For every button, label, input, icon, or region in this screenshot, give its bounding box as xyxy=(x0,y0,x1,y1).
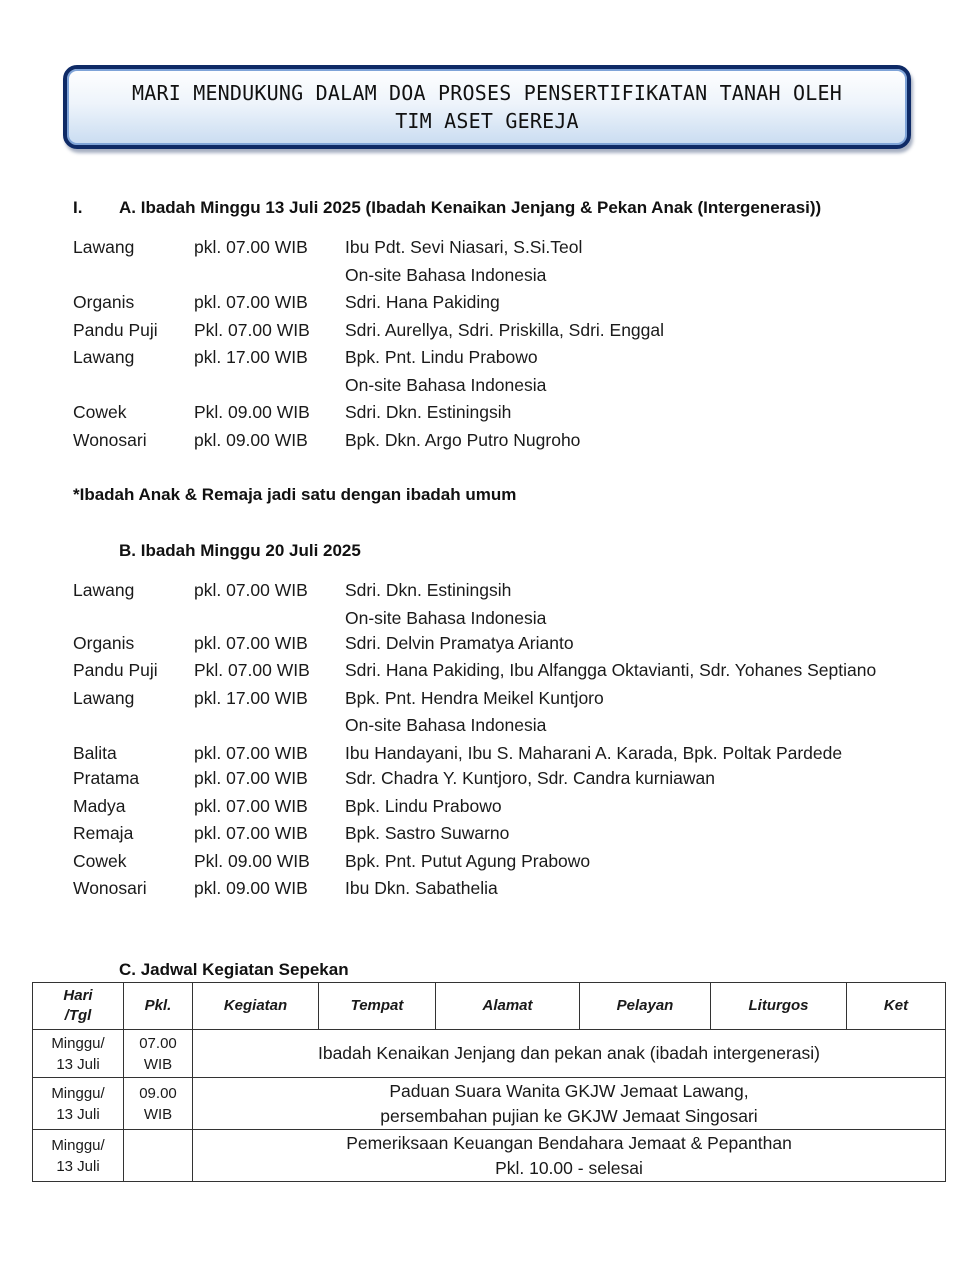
header-tempat: Tempat xyxy=(319,983,436,1030)
section-b-title: B. Ibadah Minggu 20 Juli 2025 xyxy=(119,541,361,560)
activity-line-2: persembahan pujian ke GKJW Jemaat Singosari xyxy=(380,1105,758,1126)
cell-pkl xyxy=(124,1030,193,1078)
schedule-officiants: Bpk. Dkn. Argo Putro Nugroho xyxy=(345,430,581,450)
cell-pkl-time: 09.00 xyxy=(139,1084,177,1102)
schedule-time: pkl. 17.00 WIB xyxy=(194,347,308,367)
schedule-time: pkl. 17.00 WIB xyxy=(194,688,308,708)
header-pkl: Pkl. xyxy=(124,983,193,1030)
schedule-officiants: Sdri. Aurellya, Sdri. Priskilla, Sdri. Enggal xyxy=(345,320,665,340)
schedule-officiants: Sdri. Dkn. Estiningsih xyxy=(345,580,512,600)
schedule-officiants: On-site Bahasa Indonesia xyxy=(345,375,547,395)
schedule-officiants: Ibu Dkn. Sabathelia xyxy=(345,878,498,898)
header-hari-line-2: /Tgl xyxy=(64,1007,92,1024)
schedule-location: Balita xyxy=(73,743,117,763)
cell-pkl-zone: WIB xyxy=(143,1055,173,1073)
schedule-officiants: Bpk. Pnt. Hendra Meikel Kuntjoro xyxy=(345,688,604,708)
table-row xyxy=(33,1130,946,1182)
header-hari-tgl xyxy=(33,983,124,1030)
cell-hari-line: Minggu/ xyxy=(51,1084,105,1102)
header-kegiatan: Kegiatan xyxy=(193,983,319,1030)
schedule-location: Organis xyxy=(73,292,135,312)
cell-activity-description xyxy=(193,1078,946,1130)
banner-title-line-2: TIM ASET GEREJA xyxy=(395,109,579,133)
schedule-location: Pratama xyxy=(73,768,140,788)
schedule-officiants: Bpk. Pnt. Lindu Prabowo xyxy=(345,347,538,367)
cell-pkl-zone: WIB xyxy=(143,1105,173,1123)
schedule-officiants: Bpk. Lindu Prabowo xyxy=(345,796,502,816)
schedule-location: Lawang xyxy=(73,688,135,708)
section-roman-numeral: I. xyxy=(73,198,83,217)
schedule-officiants: Sdr. Chadra Y. Kuntjoro, Sdr. Candra kurniawan xyxy=(345,768,715,788)
schedule-time: pkl. 07.00 WIB xyxy=(194,580,308,600)
schedule-location: Lawang xyxy=(73,347,135,367)
schedule-officiants: Sdri. Hana Pakiding, Ibu Alfangga Oktavianti, Sdr. Yohanes Septiano xyxy=(345,660,877,680)
schedule-location: Remaja xyxy=(73,823,134,843)
schedule-time: pkl. 07.00 WIB xyxy=(194,633,308,653)
cell-tgl-line: 13 Juli xyxy=(56,1157,100,1175)
cell-hari-line: Minggu/ xyxy=(51,1136,105,1154)
schedule-time: Pkl. 09.00 WIB xyxy=(194,402,310,422)
cell-tgl-line: 13 Juli xyxy=(56,1055,100,1073)
schedule-time: pkl. 09.00 WIB xyxy=(194,430,308,450)
activity-line-1: Pemeriksaan Keuangan Bendahara Jemaat & Pepanthan xyxy=(346,1132,792,1153)
cell-hari-tgl xyxy=(33,1078,124,1130)
cell-activity-description xyxy=(193,1030,946,1078)
schedule-location: Lawang xyxy=(73,580,135,600)
schedule-time: Pkl. 07.00 WIB xyxy=(194,660,310,680)
schedule-officiants: Bpk. Pnt. Putut Agung Prabowo xyxy=(345,851,591,871)
schedule-officiants: Ibu Handayani, Ibu S. Maharani A. Karada, Bpk. Poltak Pardede xyxy=(345,743,843,763)
section-a-note: *Ibadah Anak & Remaja jadi satu dengan ibadah umum xyxy=(73,485,517,504)
banner-title-line-1: MARI MENDUKUNG DALAM DOA PROSES PENSERTIFIKATAN TANAH OLEH xyxy=(132,81,842,105)
schedule-officiants: On-site Bahasa Indonesia xyxy=(345,265,547,285)
schedule-officiants: Sdri. Hana Pakiding xyxy=(345,292,500,312)
weekly-activity-table xyxy=(32,982,946,1182)
table-header-row xyxy=(33,983,946,1030)
cell-tgl-line: 13 Juli xyxy=(56,1105,100,1123)
activity-line-1: Paduan Suara Wanita GKJW Jemaat Lawang, xyxy=(389,1080,749,1101)
schedule-officiants: Sdri. Dkn. Estiningsih xyxy=(345,402,512,422)
schedule-location: Pandu Puji xyxy=(73,320,158,340)
schedule-time: pkl. 07.00 WIB xyxy=(194,796,308,816)
schedule-time: pkl. 07.00 WIB xyxy=(194,768,308,788)
cell-hari-tgl xyxy=(33,1030,124,1078)
cell-hari-tgl xyxy=(33,1130,124,1182)
header-ket: Ket xyxy=(847,983,946,1030)
schedule-time: pkl. 07.00 WIB xyxy=(194,292,308,312)
activity-line-1: Ibadah Kenaikan Jenjang dan pekan anak (ibadah intergenerasi) xyxy=(317,1043,821,1063)
schedule-location: Cowek xyxy=(73,851,127,871)
cell-pkl xyxy=(124,1130,193,1182)
schedule-location: Pandu Puji xyxy=(73,660,158,680)
schedule-time: Pkl. 09.00 WIB xyxy=(194,851,310,871)
cell-pkl-time: 07.00 xyxy=(139,1034,177,1052)
schedule-time: pkl. 09.00 WIB xyxy=(194,878,308,898)
banner-title xyxy=(87,79,887,135)
table-row xyxy=(33,1078,946,1130)
schedule-officiants: On-site Bahasa Indonesia xyxy=(345,715,547,735)
schedule-time: pkl. 07.00 WIB xyxy=(194,237,308,257)
header-hari-line-1: Hari xyxy=(63,987,93,1004)
table-row xyxy=(33,1030,946,1078)
section-a-title: A. Ibadah Minggu 13 Juli 2025 (Ibadah Kenaikan Jenjang & Pekan Anak (Intergenerasi)) xyxy=(119,198,822,217)
schedule-location: Organis xyxy=(73,633,135,653)
schedule-time: Pkl. 07.00 WIB xyxy=(194,320,310,340)
activity-line-2: Pkl. 10.00 - selesai xyxy=(495,1157,643,1178)
schedule-officiants: Bpk. Sastro Suwarno xyxy=(345,823,510,843)
schedule-time: pkl. 07.00 WIB xyxy=(194,823,308,843)
schedule-location: Wonosari xyxy=(73,878,147,898)
section-c-title: C. Jadwal Kegiatan Sepekan xyxy=(119,960,349,979)
schedule-officiants: On-site Bahasa Indonesia xyxy=(345,608,547,628)
title-banner xyxy=(63,65,911,149)
schedule-location: Lawang xyxy=(73,237,135,257)
header-pelayan: Pelayan xyxy=(580,983,711,1030)
cell-pkl xyxy=(124,1078,193,1130)
schedule-location: Cowek xyxy=(73,402,127,422)
header-alamat: Alamat xyxy=(436,983,580,1030)
cell-activity-description xyxy=(193,1130,946,1182)
cell-hari-line: Minggu/ xyxy=(51,1034,105,1052)
schedule-location: Madya xyxy=(73,796,126,816)
schedule-officiants: Ibu Pdt. Sevi Niasari, S.Si.Teol xyxy=(345,237,583,257)
header-liturgos: Liturgos xyxy=(711,983,847,1030)
schedule-time: pkl. 07.00 WIB xyxy=(194,743,308,763)
schedule-officiants: Sdri. Delvin Pramatya Arianto xyxy=(345,633,574,653)
schedule-location: Wonosari xyxy=(73,430,147,450)
